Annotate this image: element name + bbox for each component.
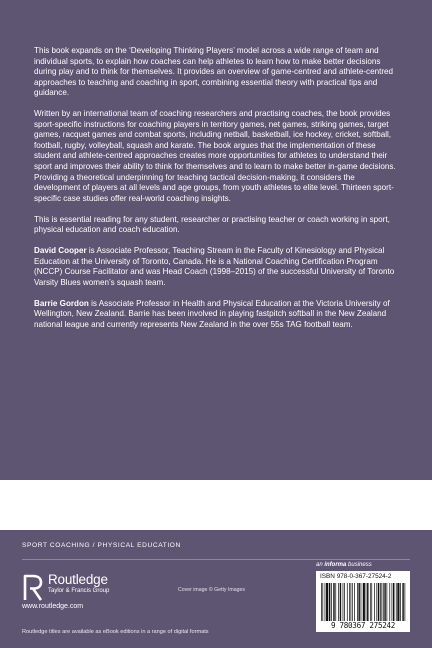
divider (22, 559, 410, 560)
publisher-name: Routledge (48, 572, 108, 587)
isbn-label: ISBN 978-0-367-27524-2 (320, 573, 392, 580)
author-bio-text-2: is Associate Professor in Health and Physical Education at the Victoria University of Wellington, New Zealand. Barrie has been involved in playing fastpitch softball in the New Zealand national league and currently represents New Zealand in the over 55s TAG football team. (34, 298, 390, 330)
description-paragraph-3: This is essential reading for any student, researcher or practising teacher or coach working in sport, physical education and coach education. (34, 214, 390, 235)
author-bio-2 (34, 299, 402, 331)
barcode-number: 9 780367 275242 (330, 621, 396, 630)
author-name-2: Barrie Gordon (34, 298, 89, 308)
description-paragraph-1: This book expands on the ‘Developing Thinking Players’ model across a wide range of team and individual sports, to explain how coaches can help athletes to learn how to make better decisions during play and to think for themselves. It provides an overview of game-centred and athlete-centred approaches to teaching and coaching in sport, combining essential theory with practical tips and guidance. (34, 46, 394, 98)
informa-tagline (316, 562, 372, 569)
book-description (34, 46, 402, 341)
publisher-logo (22, 570, 132, 610)
cover-image-credit: Cover image © Getty Images (178, 587, 245, 593)
informa-suffix: business (346, 562, 372, 568)
publisher-website: www.routledge.com (22, 603, 84, 610)
informa-prefix: an (316, 562, 325, 568)
informa-word: informa (324, 562, 347, 568)
routledge-logo-icon (22, 572, 44, 602)
barcode-box (316, 571, 410, 632)
subject-category: SPORT COACHING / PHYSICAL EDUCATION (22, 542, 181, 549)
publisher-panel (0, 530, 432, 648)
author-name-1: David Cooper (34, 246, 87, 256)
author-bio-text-1: is Associate Professor, Teaching Stream in the Faculty of Kinesiology and Physical Education at the University of Toronto, Canada. He is a National Coaching Certification Program (NCCP) Course Facilitator and was Head Coach (1998–2015) of the successful University of Toronto Varsity Blues women’s squash team. (34, 246, 395, 287)
publisher-group: Taylor & Francis Group (48, 588, 110, 594)
author-bio-1 (34, 246, 402, 288)
description-paragraph-2: Written by an international team of coaching researchers and practising coaches, the book provides sport-specific instructions for coaching players in territory games, net games, striking games, target games, racquet games and combat sports, including netball, basketball, ice hockey, cricket, softball, football, rugby, volleyball, squash and karate. The book argues that the implementation of these student and athlete-centred approaches creates more opportunities for athletes to understand their sport and improves their ability to think for themselves and to learn to make better in-game decisions. Providing a theoretical underpinning for teaching tactical decision-making, it considers the development of players at all levels and age groups, from youth athletes to elite level. Thirteen sport-specific case studies offer real-world coaching insights. (34, 109, 396, 203)
barcode-icon (319, 583, 407, 621)
ebook-note: Routledge titles are available as eBook editions in a range of digital formats (22, 629, 209, 635)
white-band (0, 480, 432, 530)
